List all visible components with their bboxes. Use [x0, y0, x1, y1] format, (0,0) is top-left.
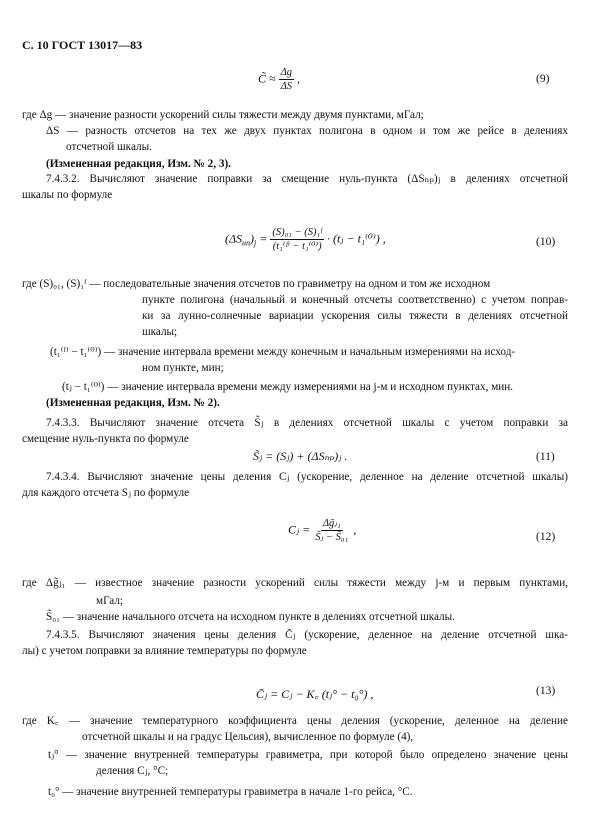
formula-9: C̃ ≈ $\frac{\Delta g}{\Delta S}$ , — [258, 67, 301, 92]
text-line: где (S)₀₁, (S)₁ᶠ — последовательные значения отсчетов по гравиметру на одном и том же исходном — [22, 278, 491, 290]
text-line: для каждого отсчета Sⱼ по формуле — [22, 487, 190, 499]
page-header: С. 10 ГОСТ 13017—83 — [22, 38, 143, 52]
text-line: (t₁⁽ᶠ⁾ − t₁⁽⁰⁾) — значение интервала времени между конечным и начальным измерениями на исход- — [50, 346, 516, 358]
text-line: деления Cⱼ, °C; — [96, 765, 169, 777]
text-line: где Δg̃ⱼ₁ — известное значение разности ускорений силы тяжести между j-м и первым пунктами, — [22, 577, 568, 589]
formula-13: C̄ⱼ = Cⱼ − K꜀ (tⱼ° − t₀°) , — [256, 687, 374, 701]
text-line: S̃₀₁ — значение начального отсчета на исходном пункте в делениях отсчетной шкалы. — [46, 611, 455, 623]
formula-12: Cⱼ = $\frac{\text{Δg̃ⱼ₁}}{\text{S̃ⱼ − S̃₀₁}}$ , — [288, 518, 357, 543]
text-line: мГал; — [96, 595, 124, 607]
formula-10: $(\Delta S_{нп})_j$ = $\frac{\text{(S)₀₁ − (S)₁ᶠ}}{\text{(t₁⁽ᶠ⁾ − t₁⁽⁰⁾)}}$ · (tⱼ − t₁⁽⁰⁾) , — [225, 227, 386, 252]
formula-9-number: (9) — [536, 73, 550, 85]
text-line: пункте полигона (начальный и конечный отсчеты соответственно) с учетом поправ- — [142, 294, 568, 306]
formula-10-number: (10) — [536, 236, 556, 248]
formula-11-number: (11) — [536, 451, 555, 463]
formula-13-number: (13) — [536, 685, 556, 697]
text-line: ном пункте, мин; — [142, 362, 224, 374]
text-line: где Δg — значение разности ускорений силы тяжести между двумя пунктами, мГал; — [22, 109, 424, 121]
amendment-note: (Измененная редакция, Изм. № 2, 3). — [46, 158, 231, 170]
section-7-4-3-3: 7.4.3.3. Вычисляют значение отсчета S̃ⱼ в делениях отсчетной шкалы с учетом поправки за — [46, 417, 568, 429]
amendment-note: (Измененная редакция, Изм. № 2). — [46, 397, 220, 409]
text-line: где K꜀ — значение температурного коэффициента цены деления (ускорение, деленное на деление — [22, 715, 568, 727]
text-line: смещение нуль-пункта по формуле — [22, 433, 189, 445]
text-line: шкалы по формуле — [22, 189, 113, 201]
text-line: шкалы; — [142, 326, 178, 338]
text-line: tⱼ° — значение внутренней температуры гравиметра, при которой было определено значение цены — [48, 749, 568, 761]
text-line: (tⱼ − t₁⁽⁰⁾) — значение интервала времени между измерениями на j-м и исходном пунктах, мин. — [62, 381, 514, 393]
text-line: отсчетной шкалы и на градус Цельсия), вычисленное по формуле (4), — [82, 731, 414, 743]
text-line: лы) с учетом поправки за влияние температуры по формуле — [22, 645, 307, 657]
text-line: отсчетной шкалы. — [66, 141, 152, 153]
formula-11: S̃ⱼ = (Sⱼ) + (ΔSₙₚ)ⱼ . — [253, 449, 348, 463]
text-line: ки за лунно-солнечные вариации ускорения силы тяжести в делениях отсчетной — [142, 310, 568, 322]
text-line: t₀° — значение внутренней температуры гравиметра в начале 1-го рейса, °C. — [48, 786, 413, 798]
section-7-4-3-5: 7.4.3.5. Вычисляют значения цены деления C̄ⱼ (ускорение, деленное на деление отсчетной шка- — [46, 629, 568, 641]
section-7-4-3-4: 7.4.3.4. Вычисляют значение цены деления Cⱼ (ускорение, деленное на деление отсчетной шкалы) — [46, 471, 568, 483]
formula-12-number: (12) — [536, 531, 556, 543]
text-line: ΔS — разность отсчетов на тех же двух пунктах полигона в одном и том же рейсе в делениях — [46, 125, 568, 137]
section-7-4-3-2: 7.4.3.2. Вычисляют значение поправки за смещение нуль-пункта (ΔSₙₚ)ⱼ в делениях отсчетной — [46, 173, 568, 185]
